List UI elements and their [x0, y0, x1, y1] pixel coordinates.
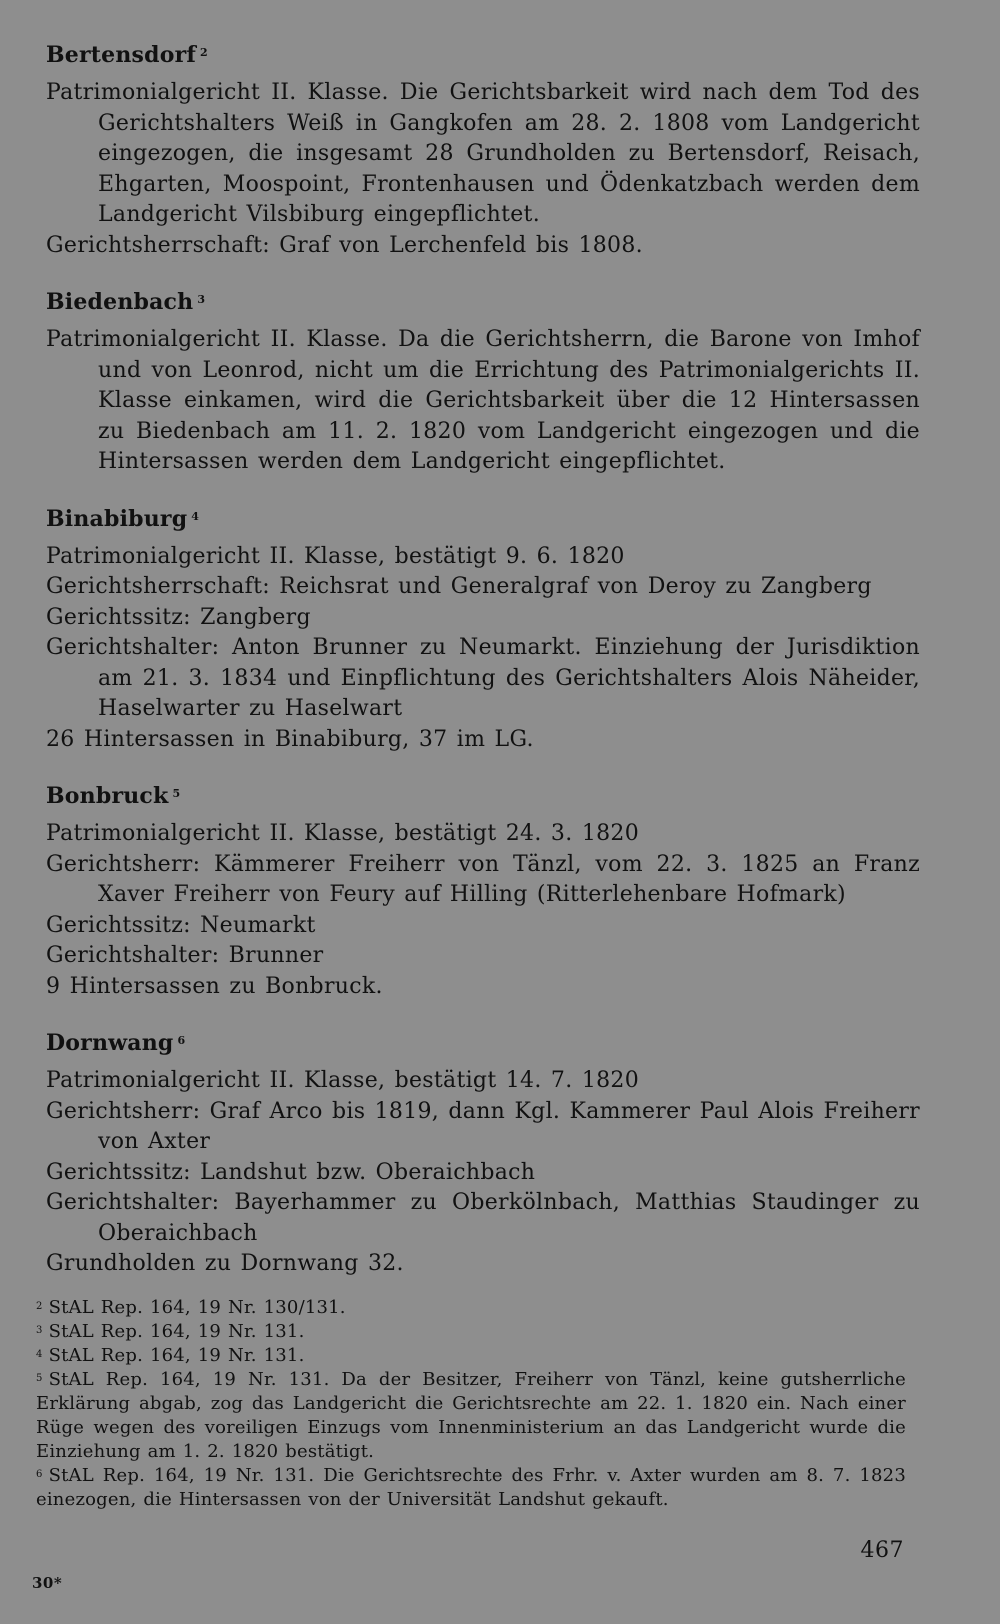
footnote-mark: 6: [36, 1469, 43, 1480]
entry-line: Patrimonialgericht II. Klasse, bestätigt 24. 3. 1820: [46, 821, 640, 846]
footnote-mark: 4: [36, 1349, 43, 1360]
footnote: [36, 1464, 906, 1512]
entry-line: Gerichtsherrschaft: Graf von Lerchenfeld bis 1808.: [46, 232, 643, 258]
entry-line: Gerichtshalter: Anton Brunner zu Neumarkt. Einziehung der Jurisdiktion am 21. 3. 1834 und Einpflichtung des Gerichtshalters Alois Näheider, Haselwarter zu Haselwart: [46, 635, 920, 721]
entry-line: Patrimonialgericht II. Klasse, bestätigt 14. 7. 1820: [46, 1068, 640, 1093]
entry: [46, 287, 920, 478]
footnote-ref: 2: [200, 46, 208, 59]
entry-title: Bertensdorf $^2$: [46, 42, 208, 68]
footnote: [36, 1296, 906, 1320]
entry-line: Gerichtsherrschaft: Reichsrat und Generalgraf von Deroy zu Zangberg: [46, 574, 872, 599]
page-number: 467: [860, 1538, 904, 1563]
footnote-text: StAL Rep. 164, 19 Nr. 131. Da der Besitzer, Freiherr von Tänzl, keine gutsherrliche Erklärung abgab, zog das Landgericht die Gerichtsrechte am 22. 1. 1820 ein. Nach einer Rüge wegen des voreiligen Einzugs vom Innenministerium an das Landgericht wurde die Einziehung am 1. 2. 1820 bestätigt.: [36, 1369, 906, 1462]
entry-title: Bonbruck $^5$: [46, 783, 181, 809]
footnote-text: StAL Rep. 164, 19 Nr. 131.: [48, 1345, 305, 1366]
entry-line: Gerichtsherr: Kämmerer Freiherr von Tänzl, vom 22. 3. 1825 an Franz Xaver Freiherr von Feury auf Hilling (Ritterlehenbare Hofmark): [46, 851, 920, 907]
entry: [46, 504, 920, 756]
footnote: [36, 1320, 906, 1344]
entry-line: Patrimonialgericht II. Klasse, bestätigt 9. 6. 1820: [46, 543, 625, 569]
entry-title: Binabiburg $^4$: [46, 505, 200, 532]
entry-title: Biedenbach $^3$: [46, 289, 206, 315]
entry-line: Gerichtssitz: Zangberg: [46, 604, 311, 630]
entry-line: Patrimonialgericht II. Klasse. Da die Gerichtsherrn, die Barone von Imhof und von Leonrod, nicht um die Errichtung des Patrimonialgerichts II. Klasse einkamen, wird die Gerichtsbarkeit über die 12 Hintersassen zu Biedenbach am 11. 2. 1820 vom Landgericht eingezogen und die Hintersassen werden dem Landgericht eingepflichtet.: [46, 327, 920, 474]
entries-list: [46, 40, 920, 1306]
entry-line: Gerichtssitz: Neumarkt: [46, 912, 316, 938]
entry-line: Patrimonialgericht II. Klasse. Die Gerichtsbarkeit wird nach dem Tod des Gerichtshalters Weiß in Gangkofen am 28. 2. 1808 vom Landgericht eingezogen, die insgesamt 28 Grundholden zu Bertensdorf, Reisach, Ehgarten, Moospoint, Frontenhausen und Ödenkatzbach werden dem Landgericht Vilsbiburg eingepflichtet.: [46, 80, 920, 227]
footnote-text: StAL Rep. 164, 19 Nr. 131.: [48, 1321, 305, 1342]
footnote-ref: 6: [177, 1034, 186, 1047]
footnote: [36, 1368, 906, 1464]
entry-line: Gerichtshalter: Bayerhammer zu Oberkölnbach, Matthias Staudinger zu Oberaichbach: [46, 1190, 920, 1246]
entry-title: Dornwang $^6$: [46, 1030, 186, 1056]
entry: [46, 40, 920, 261]
footnote-ref: 4: [191, 509, 200, 523]
entry: [46, 1028, 920, 1280]
entry-line: Grundholden zu Dornwang 32.: [46, 1251, 404, 1276]
entry-line: Gerichtssitz: Landshut bzw. Oberaichbach: [46, 1159, 536, 1185]
entry-line: 9 Hintersassen zu Bonbruck.: [46, 973, 383, 999]
footnotes: [36, 1296, 906, 1512]
printer-signature: 30*: [32, 1574, 63, 1592]
footnote-mark: 3: [36, 1325, 43, 1336]
footnote-text: StAL Rep. 164, 19 Nr. 130/131.: [48, 1297, 346, 1318]
footnote-ref: 3: [197, 293, 206, 306]
entry-line: Gerichtsherr: Graf Arco bis 1819, dann Kgl. Kammerer Paul Alois Freiherr von Axter: [46, 1098, 920, 1154]
footnote-mark: 5: [36, 1373, 43, 1384]
entry-line: Gerichtshalter: Brunner: [46, 943, 324, 968]
footnote: [36, 1344, 906, 1368]
entry: [46, 781, 920, 1002]
footnote-mark: 2: [36, 1301, 43, 1312]
entry-line: 26 Hintersassen in Binabiburg, 37 im LG.: [46, 726, 534, 752]
footnote-ref: 5: [172, 787, 181, 800]
footnote-text: StAL Rep. 164, 19 Nr. 131. Die Gerichtsrechte des Frhr. v. Axter wurden am 8. 7. 1823 einezogen, die Hintersassen von der Universität Landshut gekauft.: [36, 1465, 906, 1510]
